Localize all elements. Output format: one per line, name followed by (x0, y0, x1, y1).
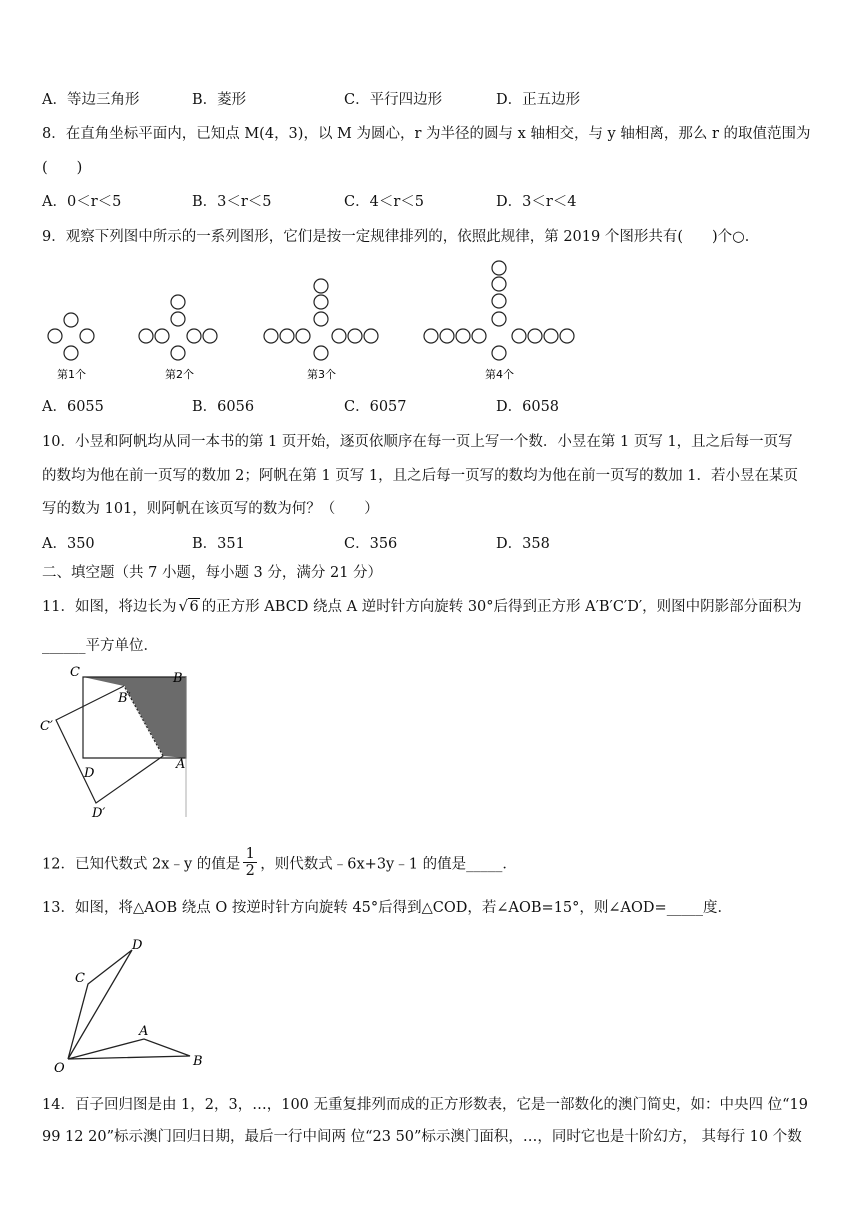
q10-option-a: A．350 (42, 536, 95, 552)
sqrt-icon: √ (178, 597, 189, 615)
q9-option-b: B．6056 (192, 399, 255, 415)
q12-text-part1: 12．已知代数式 2x﹣y 的值是 (42, 856, 241, 873)
q11-text-part1: 11．如图，将边长为 (42, 599, 177, 615)
q9-circle-pattern-figure (40, 256, 585, 386)
q9-option-a: A．6055 (42, 399, 104, 415)
q13-rotated-triangle-figure (48, 932, 218, 1077)
label-a: A (176, 757, 186, 772)
q14-stem-line1: 14．百子回归图是由 1，2，3，…，100 无重复排列而成的正方形数表，它是一部数化的澳门简史，如：中央四 位“19 (42, 1097, 808, 1113)
sqrt-expression (178, 597, 199, 617)
q10-stem-line3: 写的数为 101，则阿帆在该页写的数为何？（ ） (42, 501, 379, 517)
label-o: O (54, 1061, 65, 1076)
fraction-numerator: 1 (245, 846, 255, 862)
q13-stem: 13．如图，将△AOB 绕点 O 按逆时针方向旋转 45°后得到△COD，若∠AOB=15°，则∠AOD=_____度． (42, 900, 732, 916)
label-d: D (84, 766, 95, 781)
q11-rotated-square-figure (36, 662, 196, 822)
sqrt-argument: 6 (189, 599, 199, 615)
label-c: C (75, 971, 85, 986)
label-b: B (193, 1054, 203, 1069)
q10-option-c: C．356 (344, 536, 398, 552)
q8-option-b: B．3＜r＜5 (192, 194, 272, 210)
q8-option-d: D．3＜r＜4 (496, 194, 577, 210)
triangle-cod (68, 950, 132, 1059)
label-c: C (70, 665, 80, 680)
q11-text-part2: 的正方形 ABCD 绕点 A 逆时针方向旋转 30°后得到正方形 A′B′C′D′，则图中阴影部分面积为 (201, 599, 802, 615)
caption-1: 第1个 (57, 368, 86, 381)
caption-2: 第2个 (165, 368, 194, 381)
q10-stem-line1: 10．小昱和阿帆均从同一本书的第 1 页开始，逐页依顺序在每一页上写一个数．小昱在第 1 页写 1，且之后每一页写 (42, 434, 793, 450)
q8-stem-line2: ( ) (42, 160, 83, 176)
fraction-denominator: 2 (245, 863, 255, 879)
label-a: A (139, 1024, 149, 1039)
q7-option-c: C．平行四边形 (344, 92, 443, 108)
q7-option-a: A．等边三角形 (42, 92, 140, 108)
caption-3: 第3个 (307, 368, 336, 381)
q14-stem-line2: 99 12 20”标示澳门回归日期，最后一行中间两 位“23 50”标示澳门面积，…，同时它也是十阶幻方， 其每行 10 个数 (42, 1129, 802, 1145)
fraction-one-half (243, 846, 257, 879)
q9-stem: 9．观察下列图中所示的一系列图形，它们是按一定规律排列的，依照此规律，第 2019 个图形共有( )个○． (42, 229, 760, 245)
q8-stem-line1: 8．在直角坐标平面内，已知点 M(4，3)，以 M 为圆心，r 为半径的圆与 x 轴相交，与 y 轴相离，那么 r 的取值范围为 (42, 126, 811, 142)
q9-option-c: C．6057 (344, 399, 407, 415)
label-c-prime: C′ (40, 719, 53, 734)
label-d-prime: D′ (92, 806, 106, 821)
label-b: B (173, 671, 183, 686)
label-b-prime: B′ (118, 691, 131, 706)
section-heading-fill-in: 二、填空题（共 7 小题，每小题 3 分，满分 21 分） (42, 565, 383, 581)
q11-stem-line1 (42, 597, 802, 617)
pattern-1 (48, 313, 94, 360)
q8-option-c: C．4＜r＜5 (344, 194, 424, 210)
q12-text-part2: ，则代数式﹣6x+3y﹣1 的值是_____． (260, 856, 517, 873)
label-d: D (132, 938, 143, 953)
q7-option-d: D．正五边形 (496, 92, 581, 108)
q11-stem-line2: ______平方单位． (42, 638, 158, 654)
pattern-4 (424, 261, 574, 360)
q7-option-b: B．菱形 (192, 92, 247, 108)
q10-option-d: D．358 (496, 536, 550, 552)
q10-option-b: B．351 (192, 536, 245, 552)
triangle-aob (68, 1039, 190, 1059)
q12-stem (42, 848, 517, 881)
shaded-region (83, 677, 186, 758)
pattern-2 (139, 295, 217, 360)
q8-option-a: A．0＜r＜5 (42, 194, 122, 210)
pattern-3 (264, 279, 378, 360)
q10-stem-line2: 的数均为他在前一页写的数加 2；阿帆在第 1 页写 1，且之后每一页写的数均为他在前一页写的数加 1．若小昱在某页 (42, 468, 798, 484)
caption-4: 第4个 (485, 368, 514, 381)
q9-option-d: D．6058 (496, 399, 560, 415)
